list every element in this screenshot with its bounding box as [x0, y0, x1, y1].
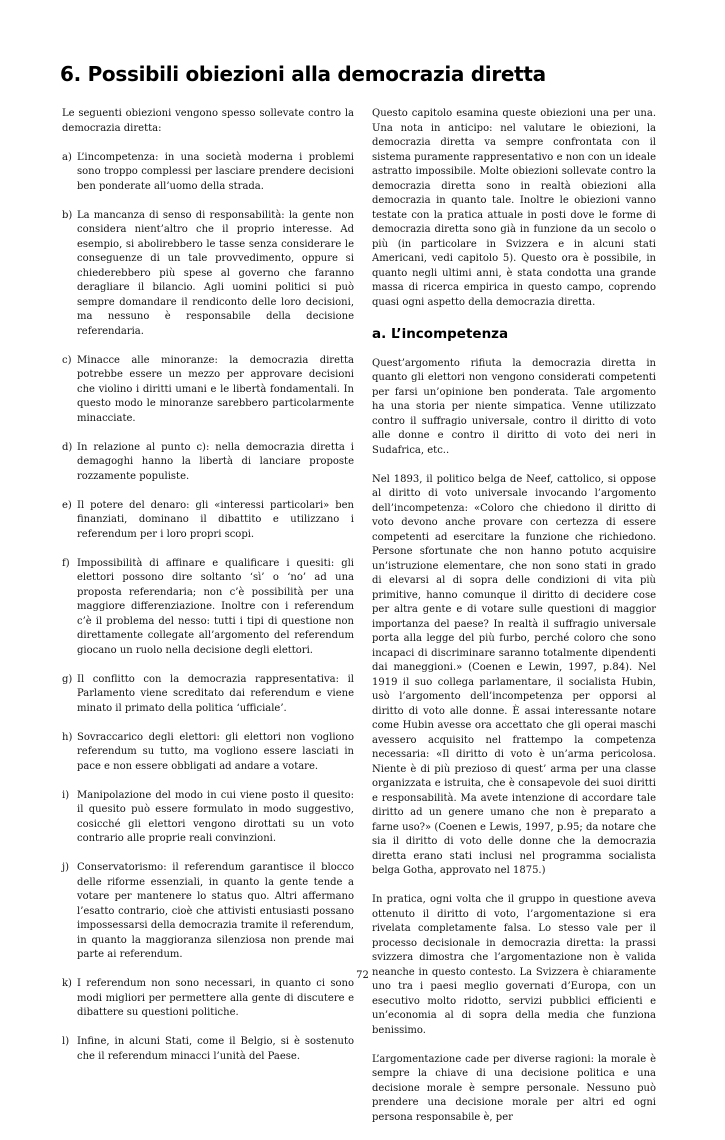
- objection-marker: a): [62, 151, 72, 163]
- body-paragraph: L’argomentazione cade per diverse ragioni: la morale è sempre la chiave di una decisione politica e una decisione morale è sempre personale. Nessuno può prendere una decisione morale per altri ed ogni persona responsabile è, per: [372, 1053, 656, 1123]
- objection-text: Il conflitto con la democrazia rappresentativa: il Parlamento viene screditato dai referendum e viene minato il primato della politica ‘ufficiale’.: [77, 673, 354, 714]
- objection-item-j: [62, 861, 354, 963]
- objection-text: Minacce alle minoranze: la democrazia diretta potrebbe essere un mezzo per approvare decisioni che violino i diritti umani e le libertà fondamentali. In questo modo le minoranze sarebbero particolarmente minacciate.: [77, 354, 354, 424]
- objection-text: Impossibilità di affinare e qualificare i quesiti: gli elettori possono dire soltanto ‘sì’ o ‘no’ ad una proposta referendaria; non c’è possibilità per una maggiore differenziazione. Inoltre con i referendum c’è il problema del nesso: tutti i tipi di questione non direttamente collegate all’argomento del referendum giocano un ruolo nella decisione degli elettori.: [77, 557, 354, 656]
- objection-text: I referendum non sono necessari, in quanto ci sono modi migliori per permettere alla gente di discutere e dibattere su questioni politiche.: [77, 978, 354, 1018]
- objection-item-b: [62, 209, 354, 340]
- objection-marker: g): [62, 673, 73, 685]
- objection-item-k: [62, 977, 354, 1021]
- objection-text: In relazione al punto c): nella democrazia diretta i demagoghi hanno la libertà di lanciare proposte rozzamente populiste.: [77, 441, 354, 482]
- objection-item-c: [62, 354, 354, 427]
- right-column: [372, 107, 656, 1140]
- objection-marker: b): [62, 209, 73, 221]
- page-number: 72: [356, 970, 369, 981]
- objection-item-f: [62, 557, 354, 659]
- chapter-title: 6. Possibili obiezioni alla democrazia diretta: [60, 62, 546, 86]
- objection-text: Sovraccarico degli elettori: gli elettori non vogliono referendum su tutto, ma vogliono essere lasciati in pace e non essere obbligati ad andare a votare.: [77, 731, 354, 772]
- objection-item-a: [62, 151, 354, 195]
- objection-text: Infine, in alcuni Stati, come il Belgio, si è sostenuto che il referendum minacci l’unità del Paese.: [77, 1036, 354, 1062]
- objection-marker: d): [62, 441, 73, 453]
- objection-marker: j): [62, 862, 70, 873]
- objection-item-g: [62, 673, 354, 717]
- objection-marker: f): [62, 557, 70, 569]
- objection-item-d: [62, 441, 354, 485]
- objection-marker: h): [62, 731, 73, 743]
- objection-text: La mancanza di senso di responsabilità: la gente non considera nient’altro che il proprio interesse. Ad esempio, si abolirebbero le tasse senza considerare le conseguenze di un tale provvedimento, oppure si chiederebbero più spese al governo che faranno deragliare il bilancio. Agli uomini politici si può sempre domandare il rendiconto delle loro decisioni, ma nessuno è responsabile della decisione referendaria.: [77, 209, 354, 337]
- left-intro-paragraph: Le seguenti obiezioni vengono spesso sollevate contro la democrazia diretta:: [62, 108, 354, 134]
- objection-text: Manipolazione del modo in cui viene posto il quesito: il quesito può essere formulato in modo suggestivo, cosicché gli elettori vengono dirottati su un voto contrario alle proprie reali convinzioni.: [77, 789, 354, 844]
- objection-item-e: [62, 499, 354, 543]
- body-paragraph: Quest’argomento rifiuta la democrazia diretta in quanto gli elettori non vengono considerati competenti per farsi un’opinione ben ponderata. Tale argomento ha una storia per niente simpatica. Venne utilizzato contro il suffragio universale, contro il diritto di voto alle donne e contro il diritto di voto dei neri in Sudafrica, etc..: [372, 357, 656, 456]
- objection-marker: i): [62, 789, 70, 801]
- objection-marker: e): [62, 499, 72, 511]
- body-paragraph: In pratica, ogni volta che il gruppo in questione aveva ottenuto il diritto di voto, l’argomentazione si era rivelata completamente falsa. Lo stesso vale per il processo decisionale in democrazia diretta: la prassi svizzera dimostra che l’argomentazione non è valida neanche in questo contesto. La Svizzera è chiaramente uno tra i paesi meglio governati d’Europa, con un esecutivo molto ridotto, servizi pubblici efficienti e un’economia al di sopra della media che funziona benissimo.: [372, 894, 656, 1036]
- objection-text: Conservatorismo: il referendum garantisce il blocco delle riforme essenziali, in quanto la gente tende a votare per mantenere lo status quo. Altri affermano l’esatto contrario, cioè che attivisti entusiasti possano impossessarsi della democrazia tramite il referendum, in quanto la maggioranza silenziosa non prende mai parte ai referendum.: [77, 862, 354, 960]
- body-paragraph: Nel 1893, il politico belga de Neef, cattolico, si oppose al diritto di voto universale invocando l’argomento dell’incompetenza: «Coloro che chiedono il diritto di voto devono anche provare con certezza di essere competenti ad esercitare la funzione che richiedono. Persone sfortunate che non hanno potuto acquisire un’istruzione elementare, che non sono stati in grado di elevarsi al di sopra delle condizioni di vita più primitive, hanno comunque il diritto di decidere cose per altra gente e di votare sulle questioni di maggior importanza del paese? In realtà il suffragio universale porta alla legge del più furbo, perché coloro che sono incapaci di discriminare saranno totalmente dipendenti dai maneggioni.» (Coenen e Lewin, 1997, p.84). Nel 1919 il suo collega parlamentare, il socialista Hubin, usò l’argomento dell’incompetenza per opporsi al diritto di voto alle donne. È assai interessante notare come Hubin avesse ora accettato che gli operai maschi avessero acquisito nel frattempo la competenza necessaria: «Il diritto di voto è un’arma pericolosa. Niente è di più prezioso di quest’ arma per una classe organizzata e istruita, che è consapevole dei suoi diritti e responsabilità. Ma avete intenzione di accordare tale diritto ad un genere umano che non è preparato a farne uso?» (Coenen e Lewis, 1997, p.95; da notare che sia il diritto di voto delle donne che la democrazia diretta erano stati inclusi nel programma socialista belga Gotha, approvato nel 1875.): [372, 473, 656, 876]
- left-column: [62, 107, 354, 1079]
- right-intro-paragraph: Questo capitolo esamina queste obiezioni una per una. Una nota in anticipo: nel valutare le obiezioni, la democrazia diretta va sempre confrontata con il sistema puramente rappresentativo e non con un ideale astratto impossibile. Molte obiezioni sollevate contro la democrazia diretta sono in realtà obiezioni alla democrazia in quanto tale. Inoltre le obiezioni vanno testate con la pratica attuale in posti dove le forme di democrazia diretta sono già in funzione da un secolo o più (in particolare in Svizzera e in alcuni stati Americani, vedi capitolo 5). Questo ora è possibile, in quanto negli ultimi anni, è stata condotta una grande massa di ricerca empirica in questo campo, coprendo quasi ogni aspetto della democrazia diretta.: [372, 108, 656, 308]
- objection-text: L’incompetenza: in una società moderna i problemi sono troppo complessi per lasciare prendere decisioni ben ponderate all’uomo della strada.: [77, 151, 354, 192]
- objection-item-i: [62, 789, 354, 847]
- objection-item-l: [62, 1035, 354, 1064]
- objection-item-h: [62, 731, 354, 775]
- section-title: a. L’incompetenza: [372, 325, 509, 342]
- objection-text: Il potere del denaro: gli «interessi particolari» ben finanziati, dominano il dibattito e utilizzano i referendum per i loro propri scopi.: [77, 499, 354, 540]
- objection-marker: l): [62, 1036, 70, 1047]
- objection-marker: c): [62, 354, 72, 366]
- objection-marker: k): [62, 978, 72, 989]
